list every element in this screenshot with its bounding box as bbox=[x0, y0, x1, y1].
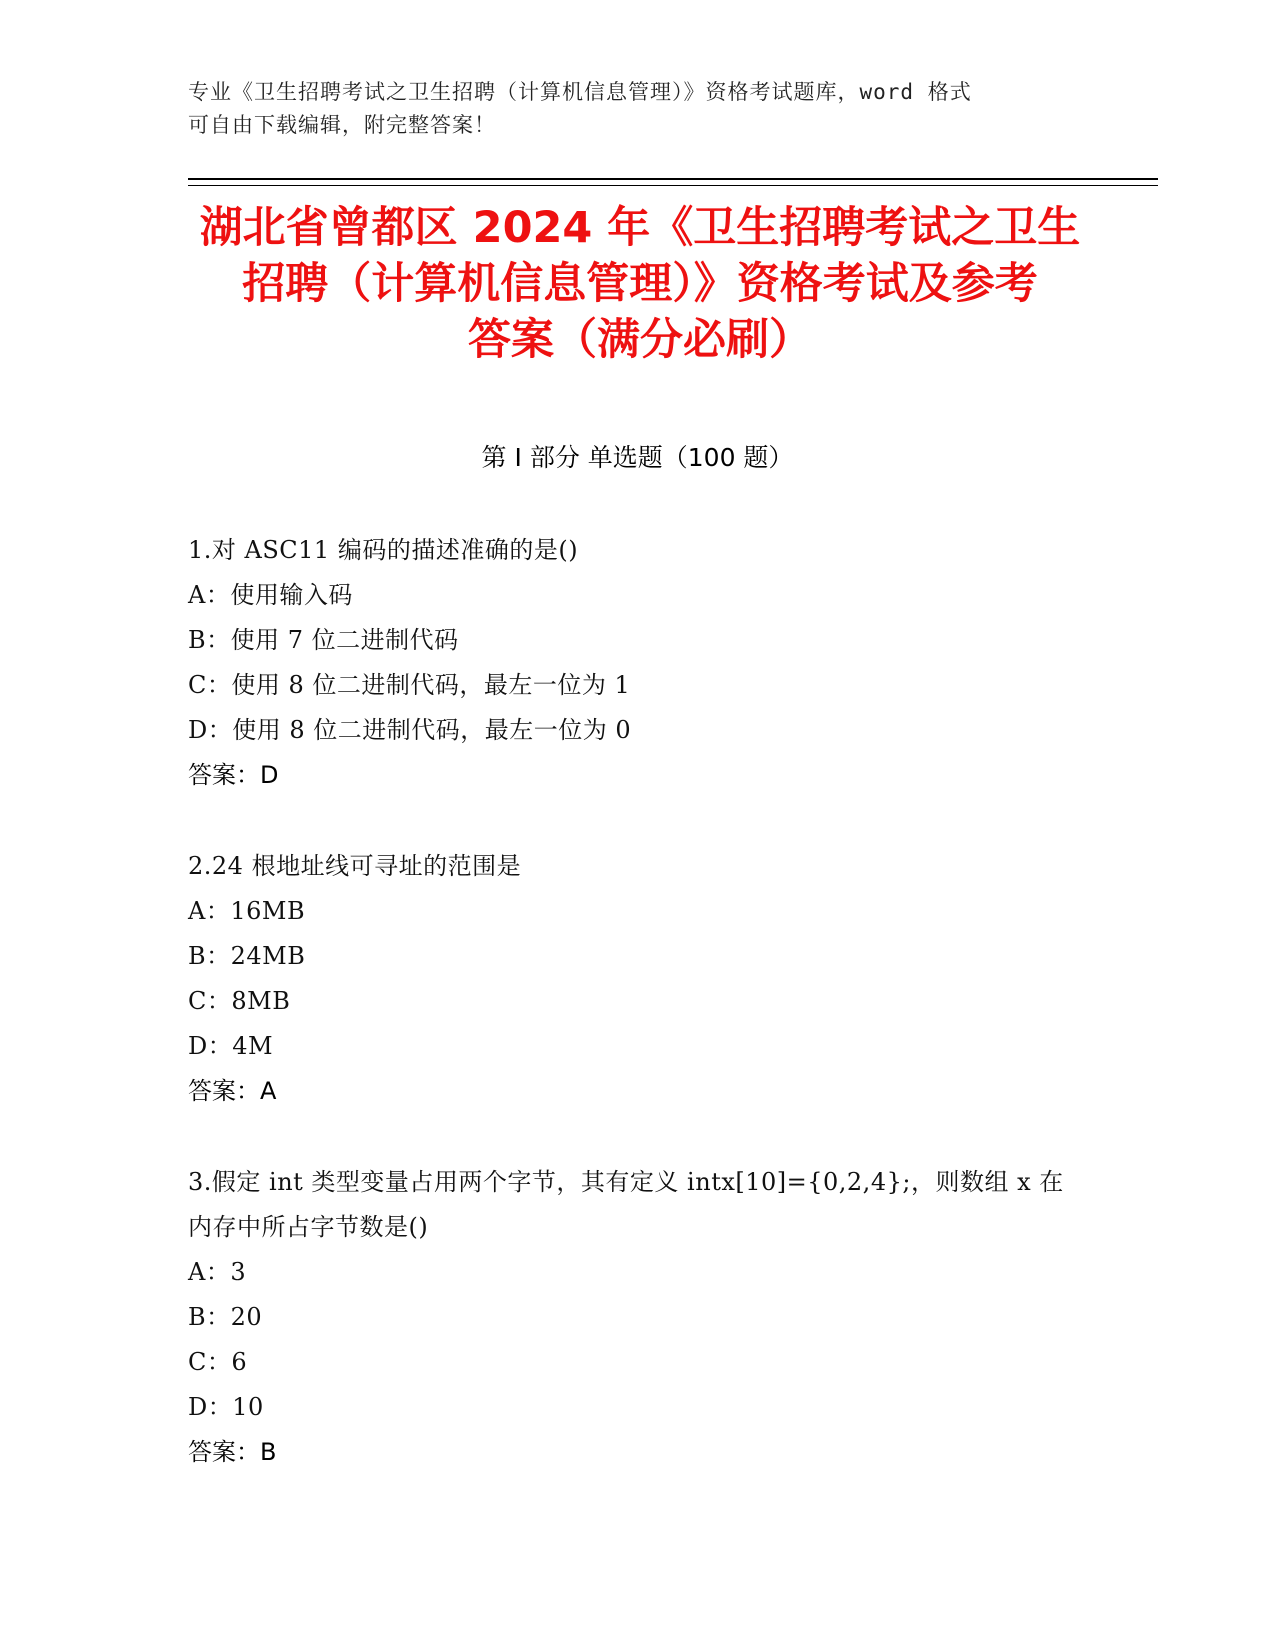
option-c: C：6 bbox=[188, 1348, 248, 1376]
answer: 答案：B bbox=[188, 1438, 277, 1466]
answer: 答案：A bbox=[188, 1077, 277, 1105]
title-line-1: 湖北省曾都区 2024 年《卫生招聘考试之卫生 bbox=[199, 203, 1081, 253]
title-line-3: 答案（满分必刷） bbox=[468, 315, 812, 365]
option-c: C：使用 8 位二进制代码，最左一位为 1 bbox=[188, 671, 631, 699]
answer: 答案：D bbox=[188, 761, 279, 789]
question-1 bbox=[188, 528, 1088, 798]
header-divider-thick bbox=[188, 178, 1158, 180]
option-b: B：20 bbox=[188, 1303, 263, 1331]
question-3 bbox=[188, 1160, 1088, 1475]
header-note-line-1: 专业《卫生招聘考试之卫生招聘（计算机信息管理）》资格考试题库，word 格式 bbox=[188, 80, 972, 104]
option-a: A：使用输入码 bbox=[188, 581, 353, 609]
option-c: C：8MB bbox=[188, 987, 291, 1015]
question-stem: 3.假定 int 类型变量占用两个字节，其有定义 intx[10]={0,2,4};，则数组 x 在内存中所占字节数是() bbox=[188, 1168, 1064, 1241]
title-line-2: 招聘（计算机信息管理）》资格考试及参考 bbox=[242, 259, 1038, 309]
question-stem: 1.对 ASC11 编码的描述准确的是() bbox=[188, 536, 579, 564]
question-2 bbox=[188, 844, 1088, 1114]
option-b: B：使用 7 位二进制代码 bbox=[188, 626, 459, 654]
section-heading: 第 I 部分 单选题（100 题） bbox=[481, 443, 794, 472]
option-b: B：24MB bbox=[188, 942, 306, 970]
question-stem: 2.24 根地址线可寻址的范围是 bbox=[188, 852, 522, 880]
option-d: D：10 bbox=[188, 1393, 264, 1421]
header-note-line-2: 可自由下载编辑，附完整答案！ bbox=[188, 113, 496, 137]
option-d: D：4M bbox=[188, 1032, 274, 1060]
option-d: D：使用 8 位二进制代码，最左一位为 0 bbox=[188, 716, 632, 744]
option-a: A：16MB bbox=[188, 897, 306, 925]
header-divider-thin bbox=[188, 185, 1158, 186]
header-note bbox=[188, 76, 1088, 142]
document-title bbox=[160, 200, 1120, 368]
option-a: A：3 bbox=[188, 1258, 247, 1286]
question-list bbox=[188, 528, 1088, 1521]
